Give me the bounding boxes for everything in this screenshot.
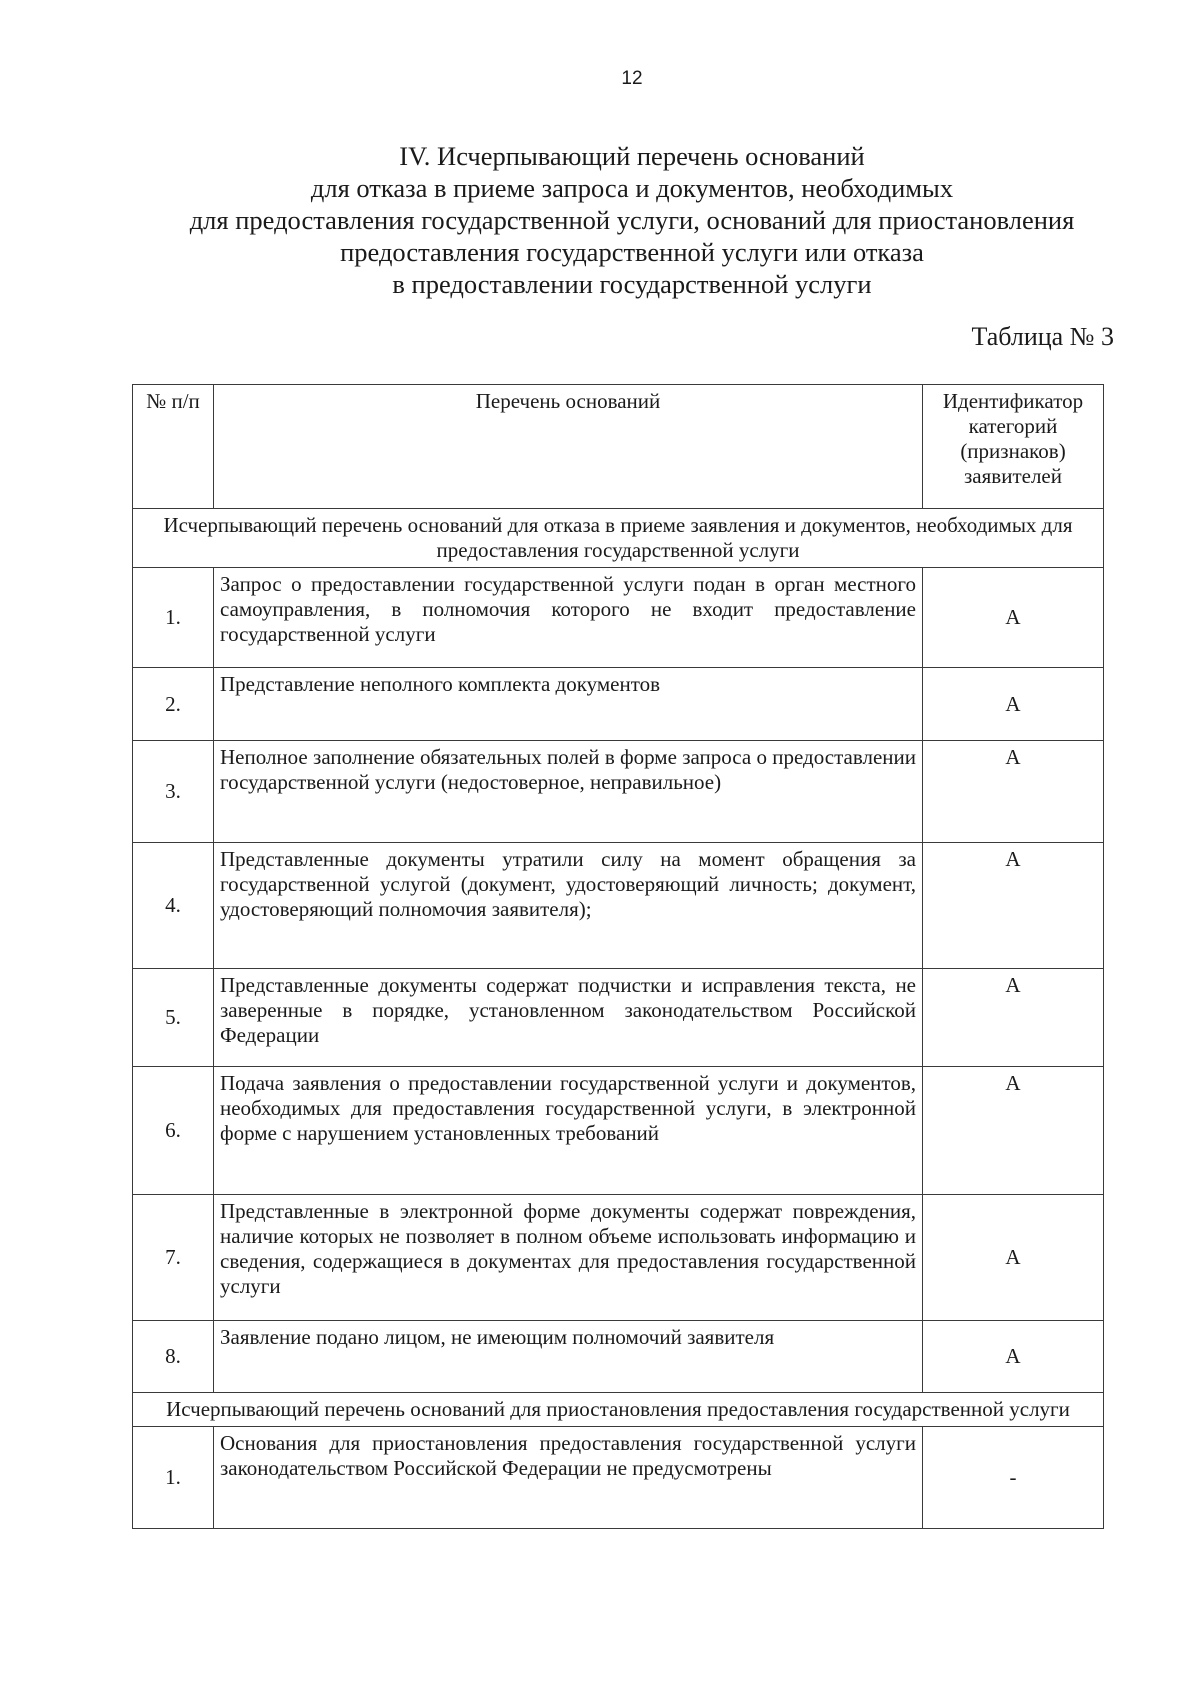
heading-line: предоставления государственной услуги или отказа — [340, 237, 924, 267]
section-title: Исчерпывающий перечень оснований для отказа в приеме заявления и документов, необходимых для предоставления государственной услуги — [133, 509, 1104, 568]
table-row — [133, 969, 1104, 1067]
table-row — [133, 1427, 1104, 1529]
grounds-table — [132, 384, 1104, 1529]
row-number: 5. — [133, 969, 214, 1067]
section-heading — [100, 140, 1164, 300]
row-category-code: А — [923, 568, 1104, 668]
section-suspension-title-row — [133, 1393, 1104, 1427]
table-row — [133, 1195, 1104, 1321]
row-description: Представленные в электронной форме документы содержат повреждения, наличие которых не позволяет в полном объеме использовать информацию и сведения, содержащиеся в документах для предоставления государственной услуги — [214, 1195, 923, 1321]
table-row — [133, 1321, 1104, 1393]
row-category-code: А — [923, 1195, 1104, 1321]
table-row — [133, 1067, 1104, 1195]
table-row — [133, 568, 1104, 668]
heading-line: в предоставлении государственной услуги — [392, 269, 872, 299]
row-category-code: А — [923, 1067, 1104, 1195]
table-label: Таблица № 3 — [971, 322, 1114, 351]
row-number: 7. — [133, 1195, 214, 1321]
row-category-code: А — [923, 969, 1104, 1067]
row-number: 3. — [133, 741, 214, 843]
row-number: 8. — [133, 1321, 214, 1393]
row-description: Представление неполного комплекта документов — [214, 668, 923, 741]
row-number: 2. — [133, 668, 214, 741]
page-number: 12 — [621, 68, 643, 89]
header-category-id: Идентификатор категорий (признаков) заявителей — [923, 385, 1104, 509]
row-category-code: А — [923, 741, 1104, 843]
row-category-code: А — [923, 843, 1104, 969]
header-grounds-list: Перечень оснований — [214, 385, 923, 509]
row-number: 4. — [133, 843, 214, 969]
table-header-row — [133, 385, 1104, 509]
row-number: 1. — [133, 1427, 214, 1529]
heading-line: для отказа в приеме запроса и документов, необходимых — [310, 173, 954, 203]
section-refusal-title-row — [133, 509, 1104, 568]
section-title: Исчерпывающий перечень оснований для приостановления предоставления государственной услуги — [133, 1393, 1104, 1427]
row-description: Подача заявления о предоставлении государственной услуги и документов, необходимых для предоставления государственной услуги, в электронной форме с нарушением установленных требований — [214, 1067, 923, 1195]
heading-line: для предоставления государственной услуги, оснований для приостановления — [189, 205, 1075, 235]
row-description: Заявление подано лицом, не имеющим полномочий заявителя — [214, 1321, 923, 1393]
row-description: Неполное заполнение обязательных полей в форме запроса о предоставлении государственной услуги (недостоверное, неправильное) — [214, 741, 923, 843]
row-category-code: А — [923, 1321, 1104, 1393]
row-description: Представленные документы утратили силу на момент обращения за государственной услугой (документ, удостоверяющий личность; документ, удостоверяющий полномочия заявителя); — [214, 843, 923, 969]
row-description: Запрос о предоставлении государственной услуги подан в орган местного самоуправления, в полномочия которого не входит предоставление государственной услуги — [214, 568, 923, 668]
row-description: Представленные документы содержат подчистки и исправления текста, не заверенные в порядке, установленном законодательством Российской Федерации — [214, 969, 923, 1067]
row-number: 1. — [133, 568, 214, 668]
header-number: № п/п — [133, 385, 214, 509]
table-row — [133, 741, 1104, 843]
heading-line: IV. Исчерпывающий перечень оснований — [399, 141, 865, 171]
row-category-code: - — [923, 1427, 1104, 1529]
table-row — [133, 668, 1104, 741]
row-category-code: А — [923, 668, 1104, 741]
row-description: Основания для приостановления предоставления государственной услуги законодательством Российской Федерации не предусмотрены — [214, 1427, 923, 1529]
row-number: 6. — [133, 1067, 214, 1195]
table-row — [133, 843, 1104, 969]
